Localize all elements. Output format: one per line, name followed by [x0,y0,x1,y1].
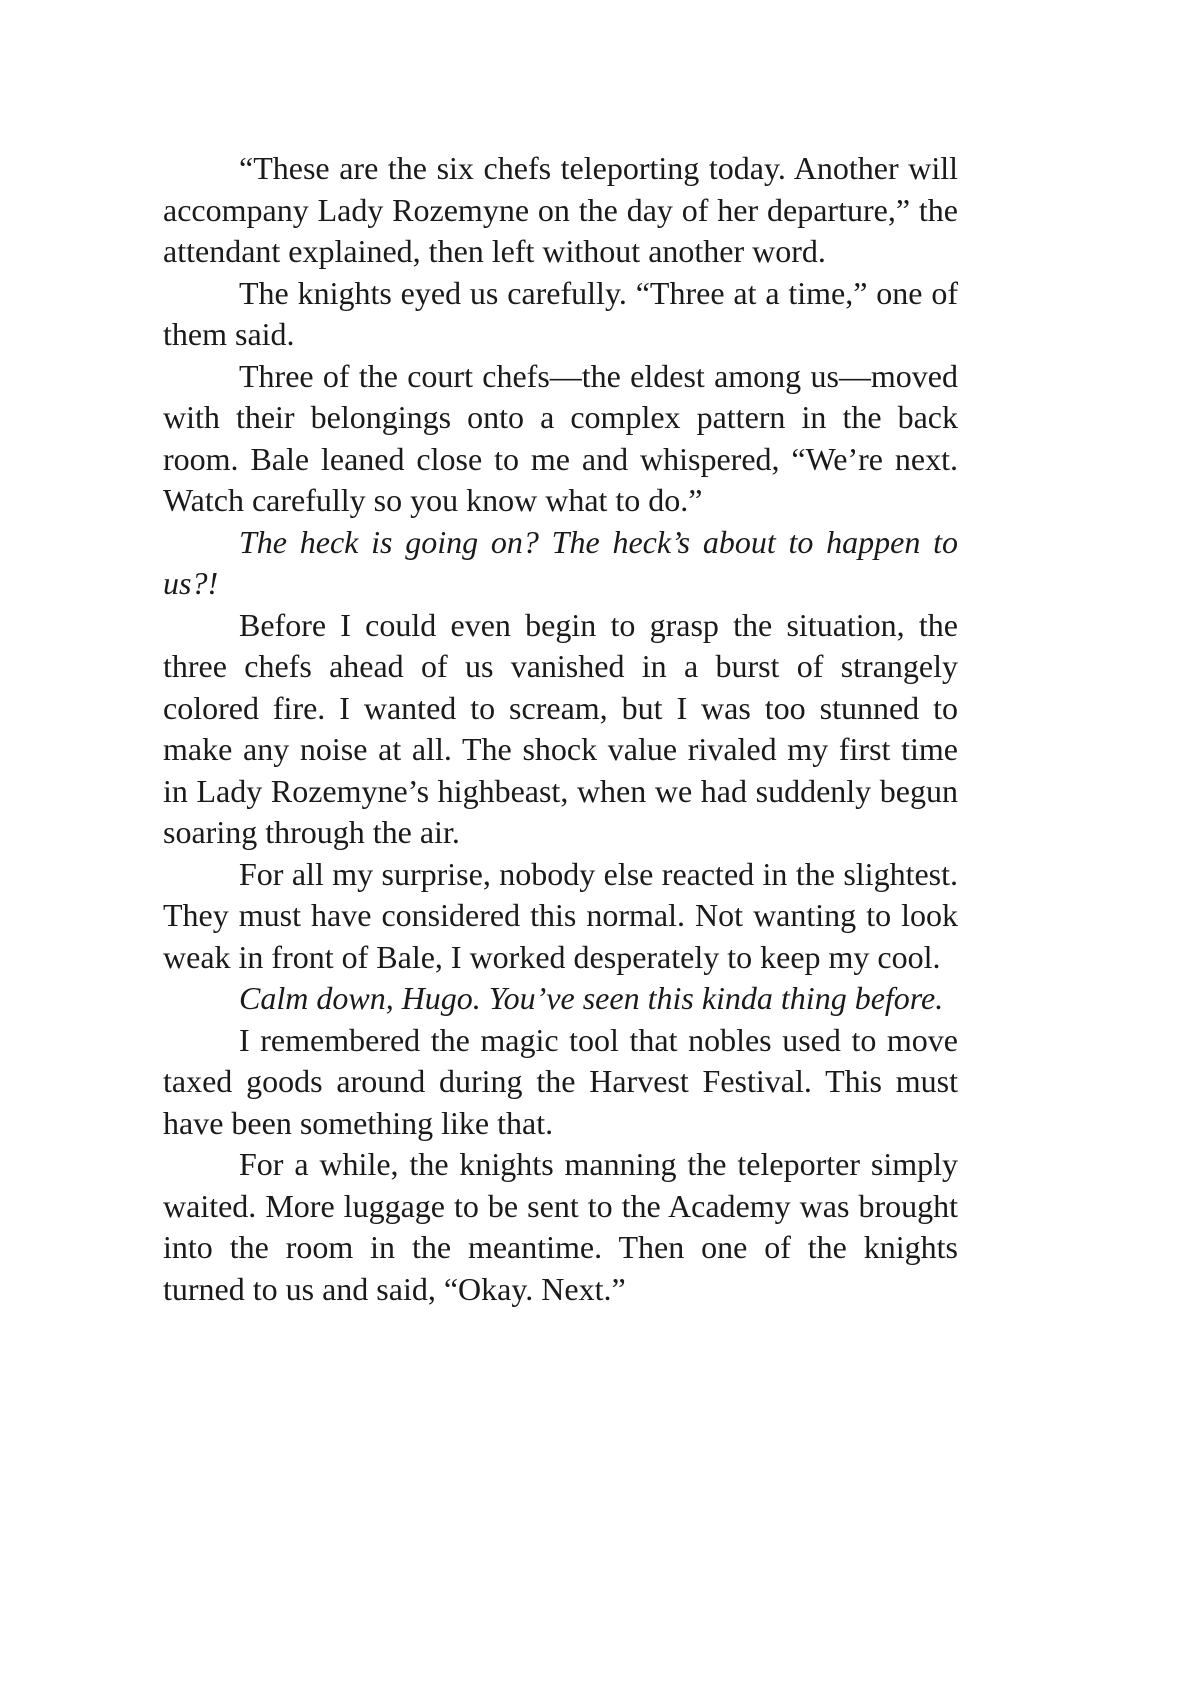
paragraph-6: For all my surprise, nobody else reacted in the slightest. They must have considered this normal. Not wanting to look weak in front of Bale, I worked desperately to keep my cool. [163,855,958,975]
paragraph-3: Three of the court chefs—the eldest among us—moved with their belongings onto a complex pattern in the back room. Bale leaned close to me and whispered, “We’re next. Watch carefully so you know what to do.” [163,357,958,518]
paragraph-4-thought: The heck is going on? The heck’s about to happen to us?! [163,523,958,601]
paragraph-8: I remembered the magic tool that nobles used to move taxed goods around during the Harvest Festival. This must have been something like that. [163,1021,958,1141]
paragraph-9: For a while, the knights manning the teleporter simply waited. More luggage to be sent to the Academy was brought into the room in the meantime. Then one of the knights turned to us and said, “Okay. Next.” [163,1146,958,1307]
paragraph-7-thought: Calm down, Hugo. You’ve seen this kinda thing before. [239,980,944,1016]
paragraph-2: The knights eyed us carefully. “Three at a time,” one of them said. [163,274,958,352]
body-text [163,148,958,1310]
paragraph-1: “These are the six chefs teleporting today. Another will accompany Lady Rozemyne on the day of her departure,” the attendant explained, then left without another word. [163,150,958,269]
paragraph-5: Before I could even begin to grasp the situation, the three chefs ahead of us vanished in a burst of strangely colored fire. I wanted to scream, but I was too stunned to make any noise at all. The shock value rivaled my first time in Lady Rozemyne’s highbeast, when we had suddenly begun soaring through the air. [163,606,958,850]
